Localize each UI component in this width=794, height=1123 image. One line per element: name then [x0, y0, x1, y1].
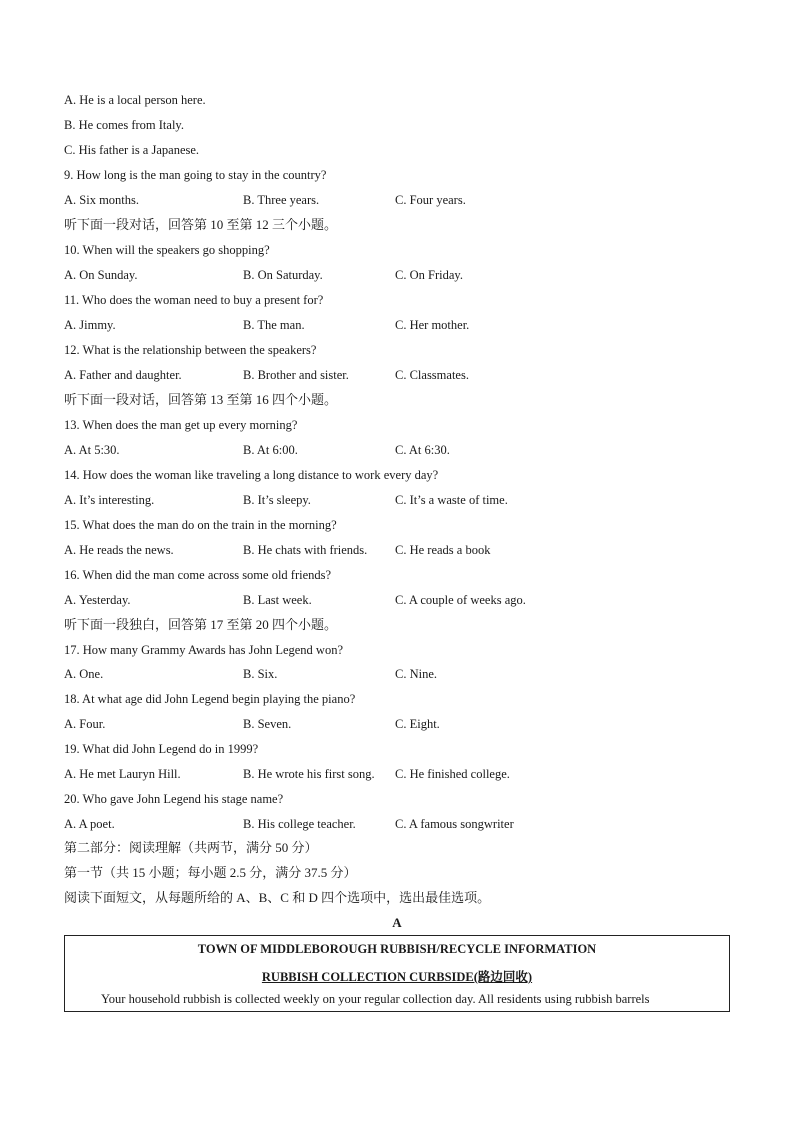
info-box-subtitle: RUBBISH COLLECTION CURBSIDE(路边回收) [261, 970, 533, 984]
option-b: B. His college teacher. [243, 817, 356, 831]
option-a: A. A poet. [64, 817, 115, 831]
info-box-paragraph: Your household rubbish is collected weekly on your regular collection day. All residents using rubbish barrels [101, 992, 650, 1006]
option-c: C. On Friday. [395, 268, 463, 282]
option-b: B. It’s sleepy. [243, 493, 311, 507]
option-b: B. Last week. [243, 593, 312, 607]
question-19: 19. What did John Legend do in 1999? [64, 742, 259, 756]
option-b: B. Six. [243, 667, 278, 681]
question-12: 12. What is the relationship between the speakers? [64, 343, 317, 357]
info-box-title: TOWN OF MIDDLEBOROUGH RUBBISH/RECYCLE INFORMATION [197, 942, 597, 956]
option-b: B. Three years. [243, 193, 320, 207]
question-15: 15. What does the man do on the train in the morning? [64, 518, 337, 532]
option-c: C. A couple of weeks ago. [395, 593, 526, 607]
option-b: B. On Saturday. [243, 268, 323, 282]
question-14: 14. How does the woman like traveling a long distance to work every day? [64, 468, 439, 482]
reading-instruction: 阅读下面短文，从每题所给的 A、B、C 和 D 四个选项中，选出最佳选项。 [64, 890, 491, 905]
option-line: C. His father is a Japanese. [64, 143, 200, 157]
instruction-17-20: 听下面一段独白，回答第 17 至第 20 四个小题。 [64, 617, 338, 632]
passage-label: A [392, 915, 402, 930]
instruction-13-16: 听下面一段对话，回答第 13 至第 16 四个小题。 [64, 392, 338, 407]
option-a: A. At 5:30. [64, 443, 120, 457]
option-c: C. At 6:30. [395, 443, 450, 457]
instruction-10-12: 听下面一段对话，回答第 10 至第 12 三个小题。 [64, 217, 338, 232]
option-a: A. Yesterday. [64, 593, 131, 607]
option-a: A. He reads the news. [64, 543, 174, 557]
option-b: B. He wrote his first song. [243, 767, 375, 781]
info-box [64, 935, 730, 1012]
option-a: A. Father and daughter. [64, 368, 182, 382]
option-c: C. It’s a waste of time. [395, 493, 508, 507]
option-line: A. He is a local person here. [64, 93, 206, 107]
option-b: B. At 6:00. [243, 443, 298, 457]
question-17: 17. How many Grammy Awards has John Legend won? [64, 643, 344, 657]
option-a: A. Four. [64, 717, 106, 731]
option-a: A. On Sunday. [64, 268, 138, 282]
option-b: B. Brother and sister. [243, 368, 349, 382]
option-a: A. Six months. [64, 193, 140, 207]
question-9: 9. How long is the man going to stay in the country? [64, 168, 327, 182]
option-a: A. It’s interesting. [64, 493, 155, 507]
part-two-heading: 第二部分：阅读理解（共两节，满分 50 分） [64, 840, 318, 855]
option-c: C. A famous songwriter [395, 817, 514, 831]
option-c: C. He reads a book [395, 543, 491, 557]
option-b: B. Seven. [243, 717, 292, 731]
option-c: C. Classmates. [395, 368, 469, 382]
option-a: A. One. [64, 667, 104, 681]
option-line: B. He comes from Italy. [64, 118, 184, 132]
option-a: A. Jimmy. [64, 318, 116, 332]
question-11: 11. Who does the woman need to buy a present for? [64, 293, 324, 307]
section-one-heading: 第一节（共 15 小题；每小题 2.5 分，满分 37.5 分） [64, 865, 357, 880]
question-18: 18. At what age did John Legend begin playing the piano? [64, 692, 356, 706]
option-c: C. Eight. [395, 717, 440, 731]
question-16: 16. When did the man come across some old friends? [64, 568, 332, 582]
question-13: 13. When does the man get up every morning? [64, 418, 298, 432]
option-b: B. The man. [243, 318, 305, 332]
option-c: C. He finished college. [395, 767, 510, 781]
option-a: A. He met Lauryn Hill. [64, 767, 181, 781]
option-c: C. Her mother. [395, 318, 470, 332]
option-b: B. He chats with friends. [243, 543, 368, 557]
question-20: 20. Who gave John Legend his stage name? [64, 792, 284, 806]
question-10: 10. When will the speakers go shopping? [64, 243, 270, 257]
option-c: C. Nine. [395, 667, 438, 681]
option-c: C. Four years. [395, 193, 466, 207]
